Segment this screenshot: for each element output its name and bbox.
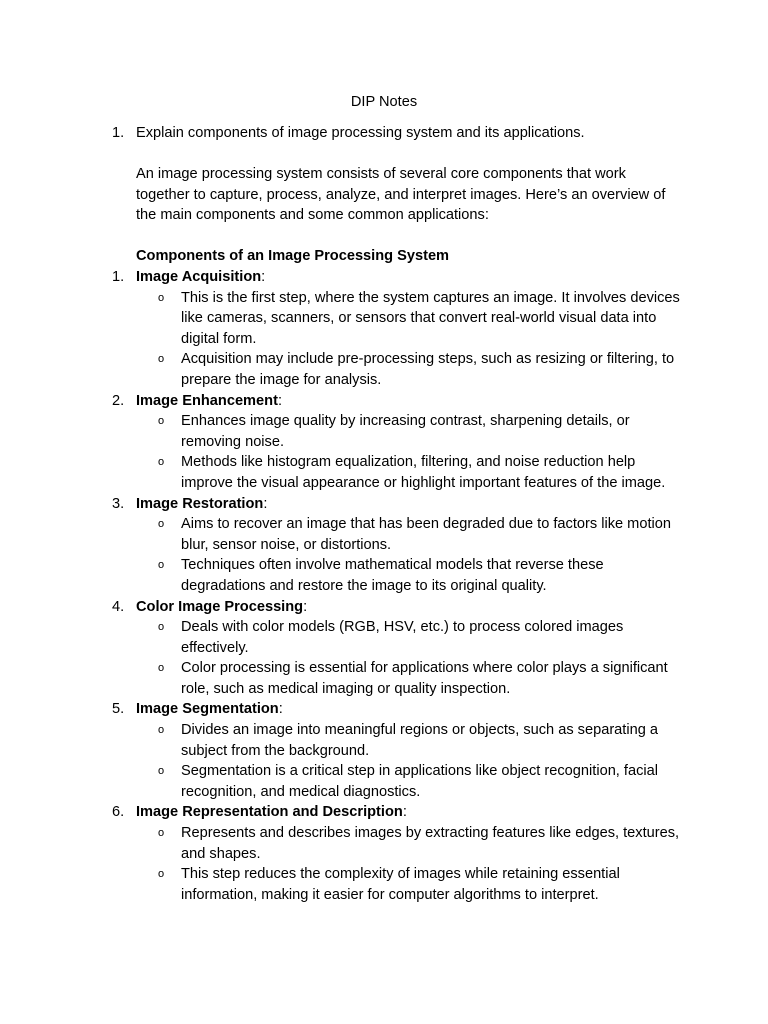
hollow-circle-bullet-icon: o xyxy=(158,291,165,304)
bullet-item xyxy=(136,288,686,350)
bullet-text: Divides an image into meaningful regions or objects, such as separating a subject from the background. xyxy=(181,722,658,759)
bullet-item xyxy=(136,617,686,658)
components-list xyxy=(112,267,692,905)
bullet-text: Aims to recover an image that has been degraded due to factors like motion blur, sensor noise, or distortions. xyxy=(181,516,671,553)
component-title: Image Restoration xyxy=(136,495,264,512)
bullet-text: Color processing is essential for applications where color plays a significant role, such as medical imaging or quality inspection. xyxy=(181,660,668,697)
bullet-text: This is the first step, where the system captures an image. It involves devices like cameras, scanners, or sensors that convert real-world visual data into digital form. xyxy=(181,289,680,347)
bullet-item xyxy=(136,658,686,699)
component-item xyxy=(112,267,692,391)
bullet-text: This step reduces the complexity of images while retaining essential information, making it easier for computer algorithms to interpret. xyxy=(181,866,620,903)
section-heading: Components of an Image Processing System xyxy=(136,248,450,264)
component-heading xyxy=(136,494,692,515)
bullet-item xyxy=(136,411,686,452)
hollow-circle-bullet-icon: o xyxy=(158,868,165,881)
component-number: 5. xyxy=(112,701,125,718)
hollow-circle-bullet-icon: o xyxy=(158,415,165,428)
component-item xyxy=(112,699,692,802)
hollow-circle-bullet-icon: o xyxy=(158,559,165,572)
bullet-text: Segmentation is a critical step in applications like object recognition, facial recognition, and medical diagnostics. xyxy=(181,763,658,800)
bullet-list xyxy=(136,617,692,699)
bullet-text: Techniques often involve mathematical models that reverse these degradations and restore the image to its original quality. xyxy=(181,557,604,594)
bullet-item xyxy=(136,555,686,596)
component-title-suffix: : xyxy=(278,701,283,718)
component-title: Image Segmentation xyxy=(136,701,279,718)
component-title: Image Acquisition xyxy=(136,269,262,285)
bullet-list xyxy=(136,514,692,596)
component-heading xyxy=(136,391,692,412)
hollow-circle-bullet-icon: o xyxy=(158,621,165,634)
bullet-item xyxy=(136,452,686,493)
bullet-list xyxy=(136,411,692,493)
bullet-list xyxy=(136,823,692,905)
bullet-item xyxy=(136,514,686,555)
component-title: Image Enhancement xyxy=(136,392,278,409)
component-item xyxy=(112,597,692,700)
hollow-circle-bullet-icon: o xyxy=(158,662,165,675)
hollow-circle-bullet-icon: o xyxy=(158,827,165,840)
component-item xyxy=(112,391,692,494)
bullet-text: Methods like histogram equalization, filtering, and noise reduction help improve the visual appearance or highlight important features of the image. xyxy=(181,454,666,491)
hollow-circle-bullet-icon: o xyxy=(158,353,165,366)
bullet-item xyxy=(136,823,686,864)
document-title: DIP Notes xyxy=(350,94,418,110)
question-text: Explain components of image processing system and its applications. xyxy=(136,125,585,141)
bullet-text: Deals with color models (RGB, HSV, etc.) to process colored images effectively. xyxy=(181,619,624,656)
bullet-text: Enhances image quality by increasing contrast, sharpening details, or removing noise. xyxy=(181,413,630,450)
component-heading xyxy=(136,699,692,720)
bullet-item xyxy=(136,864,686,905)
component-number: 3. xyxy=(112,495,125,512)
component-title-suffix: : xyxy=(303,598,308,615)
question-number: 1. xyxy=(112,125,125,141)
bullet-text: Represents and describes images by extracting features like edges, textures, and shapes. xyxy=(181,825,680,862)
component-number: 2. xyxy=(112,392,125,409)
component-title: Image Representation and Description xyxy=(136,804,403,821)
component-title-suffix: : xyxy=(277,392,282,409)
component-heading xyxy=(136,597,692,618)
bullet-list xyxy=(136,720,692,802)
component-number: 4. xyxy=(112,598,125,615)
component-title-suffix: : xyxy=(402,804,407,821)
hollow-circle-bullet-icon: o xyxy=(158,765,165,778)
hollow-circle-bullet-icon: o xyxy=(158,518,165,531)
bullet-item xyxy=(136,761,686,802)
hollow-circle-bullet-icon: o xyxy=(158,456,165,469)
component-title-suffix: : xyxy=(263,495,268,512)
intro-paragraph: An image processing system consists of several core components that work together to capture, process, analyze, and interpret images. Here’s an overview of the main components and some common applications: xyxy=(136,166,666,224)
component-number: 6. xyxy=(112,804,125,821)
component-item xyxy=(112,802,692,905)
component-heading xyxy=(136,267,692,288)
component-item xyxy=(112,494,692,597)
component-title: Color Image Processing xyxy=(136,598,304,615)
bullet-item xyxy=(136,720,686,761)
hollow-circle-bullet-icon: o xyxy=(158,724,165,737)
component-number: 1. xyxy=(112,269,125,285)
bullet-item xyxy=(136,349,686,390)
component-heading xyxy=(136,802,692,823)
component-title-suffix: : xyxy=(261,269,266,285)
bullet-text: Acquisition may include pre-processing steps, such as resizing or filtering, to prepare the image for analysis. xyxy=(181,351,675,388)
bullet-list xyxy=(136,288,692,391)
